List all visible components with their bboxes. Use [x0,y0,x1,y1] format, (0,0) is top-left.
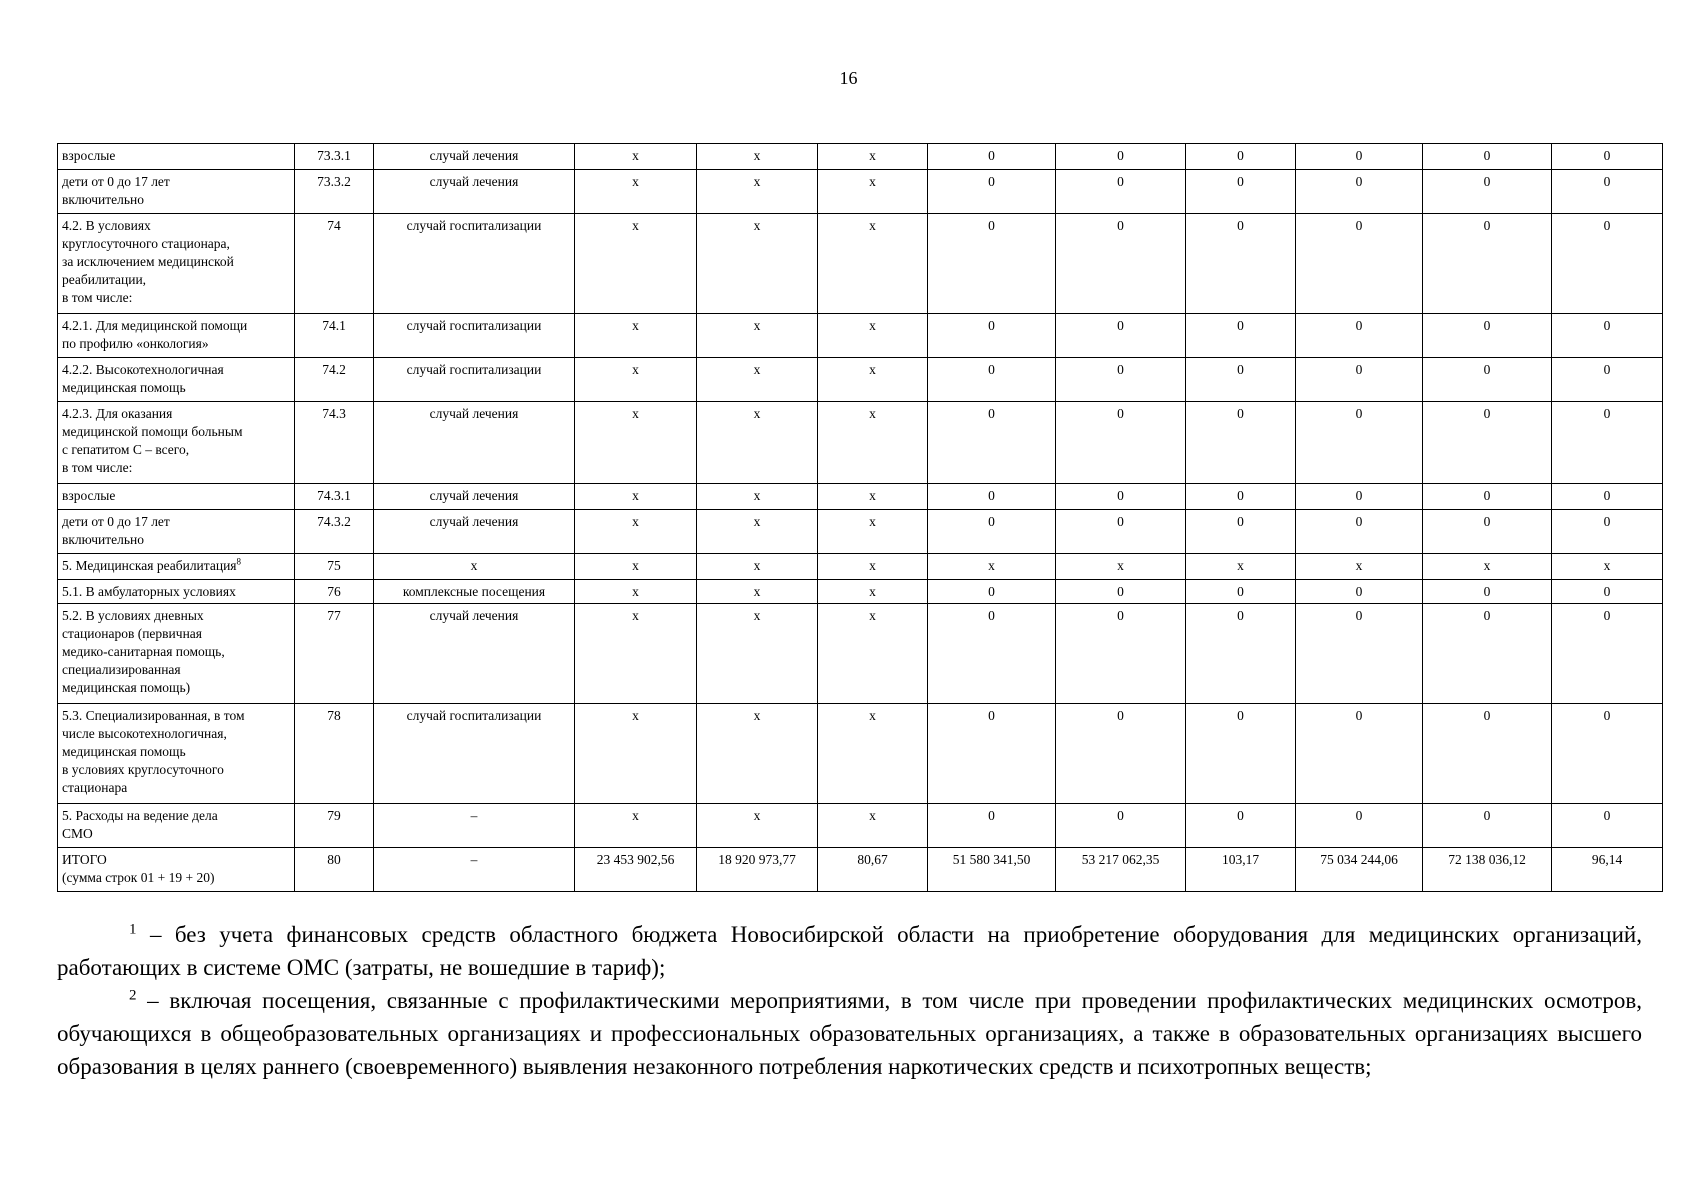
financing-table [57,143,1663,892]
table-row [58,510,1663,554]
table-row [58,804,1663,848]
footnotes [57,918,1642,1083]
value-cell: х [818,314,928,358]
value-cell: х [697,704,818,804]
value-cell: х [818,580,928,604]
value-cell: х [575,314,697,358]
value-cell: 0 [1186,484,1296,510]
value-cell: х [575,484,697,510]
value-cell: х [575,402,697,484]
value-cell: 0 [1056,170,1186,214]
row-code-cell: 78 [295,704,374,804]
row-name-cell: взрослые [58,144,295,170]
value-cell: 0 [1423,604,1552,704]
value-cell: 0 [1423,580,1552,604]
value-cell: х [697,214,818,314]
value-cell: 0 [1056,510,1186,554]
table-row [58,144,1663,170]
value-cell: 0 [928,314,1056,358]
value-cell: 23 453 902,56 [575,848,697,892]
value-cell: 0 [1186,358,1296,402]
value-cell: х [575,604,697,704]
table-row [58,214,1663,314]
row-name-cell: дети от 0 до 17 лет включительно [58,510,295,554]
value-cell: 0 [1296,402,1423,484]
value-cell: 0 [928,402,1056,484]
value-cell: 0 [1552,484,1663,510]
value-cell: х [928,554,1056,580]
value-cell: х [697,170,818,214]
row-code-cell: 74.3.2 [295,510,374,554]
value-cell: х [575,358,697,402]
value-cell: 0 [1186,170,1296,214]
value-cell: х [818,704,928,804]
row-name-cell: 4.2. В условиях круглосуточного стационара, за исключением медицинской реабилитации, в том числе: [58,214,295,314]
row-code-cell: 74.1 [295,314,374,358]
value-cell: 0 [1296,604,1423,704]
value-cell: х [1296,554,1423,580]
value-cell: 0 [1552,804,1663,848]
value-cell: 0 [928,510,1056,554]
row-code-cell: 74.3.1 [295,484,374,510]
table-row [58,604,1663,704]
value-cell: 0 [1186,604,1296,704]
unit-cell: случай госпитализации [374,314,575,358]
value-cell: 0 [1423,402,1552,484]
value-cell: х [818,358,928,402]
value-cell: 0 [1552,402,1663,484]
footnote-1 [57,918,1642,984]
value-cell: х [818,144,928,170]
value-cell: х [697,402,818,484]
row-code-cell: 76 [295,580,374,604]
value-cell: 0 [1186,314,1296,358]
unit-cell: случай госпитализации [374,214,575,314]
value-cell: 0 [1056,144,1186,170]
value-cell: 0 [928,580,1056,604]
value-cell: х [818,402,928,484]
value-cell: х [575,580,697,604]
row-name-cell: 5.3. Специализированная, в том числе высокотехнологичная, медицинская помощь в условиях круглосуточного стационара [58,704,295,804]
table-row [58,580,1663,604]
value-cell: х [1423,554,1552,580]
value-cell: 0 [1423,704,1552,804]
value-cell: х [697,580,818,604]
value-cell: х [697,358,818,402]
value-cell: 0 [1552,314,1663,358]
unit-cell: комплексные посещения [374,580,575,604]
value-cell: х [697,510,818,554]
value-cell: 0 [1056,358,1186,402]
value-cell: х [697,604,818,704]
unit-cell: случай лечения [374,484,575,510]
value-cell: х [697,484,818,510]
value-cell: 0 [928,358,1056,402]
value-cell: х [575,510,697,554]
row-name-cell: 5. Расходы на ведение дела СМО [58,804,295,848]
row-name-cell: 5.1. В амбулаторных условиях [58,580,295,604]
value-cell: 0 [1296,144,1423,170]
unit-cell: случай госпитализации [374,358,575,402]
value-cell: 0 [1056,402,1186,484]
value-cell: х [575,170,697,214]
table-row [58,704,1663,804]
value-cell: 0 [1056,704,1186,804]
value-cell: 0 [1552,170,1663,214]
value-cell: 0 [1296,804,1423,848]
value-cell: х [697,314,818,358]
row-name-cell: 4.2.3. Для оказания медицинской помощи больным с гепатитом С – всего, в том числе: [58,402,295,484]
table-row [58,170,1663,214]
value-cell: х [818,484,928,510]
value-cell: 0 [1423,484,1552,510]
value-cell: х [575,214,697,314]
value-cell: х [697,144,818,170]
table-row [58,554,1663,580]
value-cell: 0 [1296,314,1423,358]
value-cell: 0 [1552,358,1663,402]
table-body [58,144,1663,892]
row-code-cell: 74.3 [295,402,374,484]
value-cell: х [818,510,928,554]
value-cell: х [818,554,928,580]
value-cell: 0 [1296,170,1423,214]
value-cell: 0 [1423,804,1552,848]
row-code-cell: 74.2 [295,358,374,402]
value-cell: 80,67 [818,848,928,892]
row-code-cell: 79 [295,804,374,848]
value-cell: 0 [928,604,1056,704]
value-cell: 0 [1186,704,1296,804]
value-cell: 0 [928,144,1056,170]
footnote-mark: 1 [129,921,137,938]
value-cell: 0 [1186,580,1296,604]
row-name-cell: 4.2.2. Высокотехнологичная медицинская помощь [58,358,295,402]
value-cell: 0 [928,170,1056,214]
value-cell: 0 [1423,170,1552,214]
footnote-text: – включая посещения, связанные с профилактическими мероприятиями, в том числе при проведении профилактических медицинских осмотров, обучающихся в общеобразовательных организациях и профессиональных образовательных организациях, а также в образовательных организациях высшего образования в целях раннего (своевременного) выявления незаконного потребления наркотических средств и психотропных веществ; [57,988,1642,1079]
value-cell: х [697,804,818,848]
row-name-cell: 4.2.1. Для медицинской помощи по профилю «онкология» [58,314,295,358]
row-code-cell: 73.3.1 [295,144,374,170]
unit-cell: случай лечения [374,604,575,704]
table-row [58,848,1663,892]
value-cell: х [1552,554,1663,580]
value-cell: 0 [1552,144,1663,170]
row-name-cell: дети от 0 до 17 лет включительно [58,170,295,214]
value-cell: х [818,804,928,848]
value-cell: 0 [1056,314,1186,358]
value-cell: 72 138 036,12 [1423,848,1552,892]
page-number: 16 [839,68,858,88]
value-cell: 0 [1296,214,1423,314]
unit-cell: – [374,848,575,892]
unit-cell: случай лечения [374,170,575,214]
value-cell: 0 [1296,704,1423,804]
value-cell: 0 [1296,358,1423,402]
row-code-cell: 77 [295,604,374,704]
row-code-cell: 75 [295,554,374,580]
row-code-cell: 74 [295,214,374,314]
value-cell: 0 [1056,604,1186,704]
value-cell: х [818,214,928,314]
value-cell: х [1186,554,1296,580]
value-cell: 75 034 244,06 [1296,848,1423,892]
value-cell: 53 217 062,35 [1056,848,1186,892]
value-cell: 0 [1552,604,1663,704]
value-cell: 0 [1296,484,1423,510]
value-cell: 0 [1552,214,1663,314]
row-name-cell: ИТОГО (сумма строк 01 + 19 + 20) [58,848,295,892]
value-cell: 0 [1186,214,1296,314]
unit-cell: случай лечения [374,144,575,170]
value-cell: 0 [1423,358,1552,402]
table-row [58,314,1663,358]
value-cell: х [575,704,697,804]
row-code-cell: 80 [295,848,374,892]
value-cell: х [575,144,697,170]
value-cell: 0 [1056,214,1186,314]
unit-cell: случай госпитализации [374,704,575,804]
value-cell: 0 [1186,144,1296,170]
row-name-cell: 5. Медицинская реабилитация$^8$ [58,554,295,580]
value-cell: 18 920 973,77 [697,848,818,892]
footnote-2 [57,984,1642,1083]
footnote-ref: 8 [236,556,241,567]
value-cell: 0 [1186,804,1296,848]
table-row [58,484,1663,510]
value-cell: х [818,170,928,214]
value-cell: х [575,804,697,848]
value-cell: 0 [1186,510,1296,554]
value-cell: 0 [928,214,1056,314]
table-row [58,402,1663,484]
unit-cell: – [374,804,575,848]
value-cell: 0 [1056,804,1186,848]
unit-cell: случай лечения [374,402,575,484]
row-name-cell: взрослые [58,484,295,510]
value-cell: 0 [1423,510,1552,554]
value-cell: 0 [928,804,1056,848]
table-row [58,358,1663,402]
value-cell: 96,14 [1552,848,1663,892]
value-cell: 0 [1296,510,1423,554]
row-code-cell: 73.3.2 [295,170,374,214]
unit-cell: х [374,554,575,580]
value-cell: 0 [1056,484,1186,510]
value-cell: 0 [1552,510,1663,554]
value-cell: 0 [1056,580,1186,604]
value-cell: х [697,554,818,580]
unit-cell: случай лечения [374,510,575,554]
value-cell: 0 [928,484,1056,510]
footnote-mark: 2 [129,987,137,1004]
value-cell: х [1056,554,1186,580]
value-cell: 0 [1552,580,1663,604]
value-cell: 0 [1423,214,1552,314]
value-cell: 0 [1296,580,1423,604]
footnote-text: – без учета финансовых средств областного бюджета Новосибирской области на приобретение оборудования для медицинских организаций, работающих в системе ОМС (затраты, не вошедшие в тариф); [57,922,1642,980]
value-cell: 0 [1423,144,1552,170]
value-cell: 51 580 341,50 [928,848,1056,892]
value-cell: 0 [1552,704,1663,804]
value-cell: 0 [1423,314,1552,358]
value-cell: 0 [1186,402,1296,484]
value-cell: 0 [928,704,1056,804]
row-name-cell: 5.2. В условиях дневных стационаров (первичная медико-санитарная помощь, специализированная медицинская помощь) [58,604,295,704]
value-cell: 103,17 [1186,848,1296,892]
value-cell: х [575,554,697,580]
value-cell: х [818,604,928,704]
